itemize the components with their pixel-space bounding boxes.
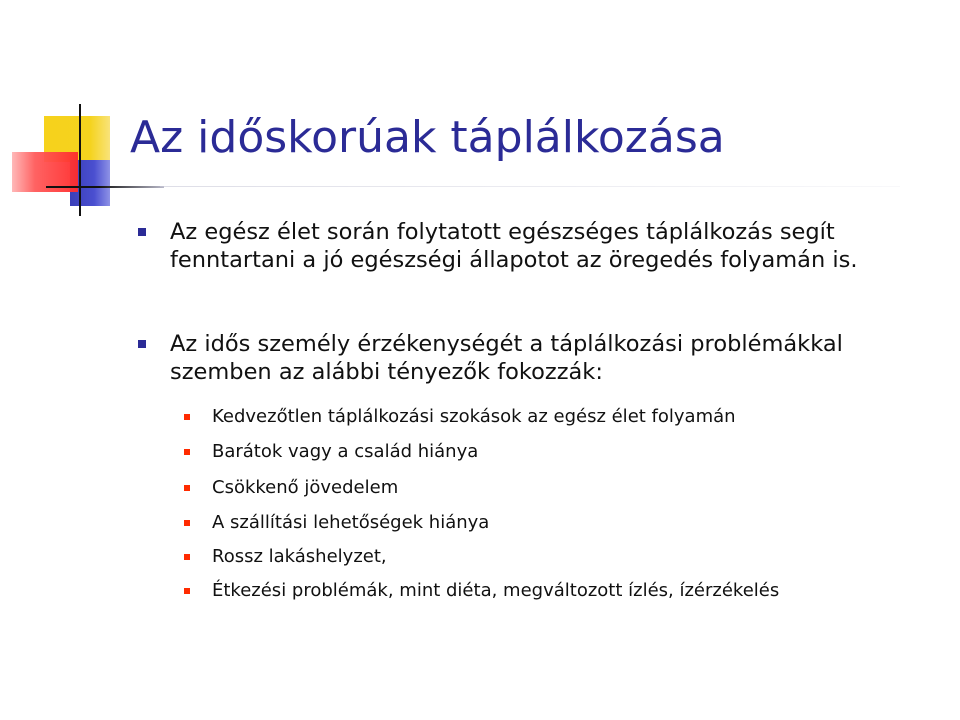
square-bullet-icon bbox=[184, 520, 190, 526]
sub-bullet-item bbox=[212, 477, 902, 499]
bullet-text: Az egész élet során folytatott egészséges táplálkozás segít fenntartani a jó egészségi állapotot az öregedés folyamán is. bbox=[170, 219, 858, 273]
bullet-text: Az idős személy érzékenységét a táplálkozási problémákkal szemben az alábbi tényezők fokozzák: bbox=[170, 331, 843, 385]
bullet-item bbox=[170, 330, 930, 386]
logo-horizontal-line bbox=[46, 186, 164, 188]
sub-bullet-text: Csökkenő jövedelem bbox=[212, 477, 399, 498]
sub-bullet-item bbox=[212, 512, 902, 534]
sub-bullet-item bbox=[212, 580, 902, 602]
square-bullet-icon bbox=[184, 485, 190, 491]
square-bullet-icon bbox=[184, 414, 190, 420]
logo-vertical-line bbox=[79, 104, 81, 216]
sub-bullet-item bbox=[212, 406, 902, 428]
bullet-item bbox=[170, 218, 930, 274]
sub-bullet-item bbox=[212, 441, 902, 463]
square-bullet-icon bbox=[138, 340, 146, 348]
square-bullet-icon bbox=[138, 228, 146, 236]
square-bullet-icon bbox=[184, 554, 190, 560]
square-bullet-icon bbox=[184, 588, 190, 594]
sub-bullet-item bbox=[212, 546, 902, 568]
sub-bullet-text: Étkezési problémák, mint diéta, megváltozott ízlés, ízérzékelés bbox=[212, 580, 780, 601]
sub-bullet-text: A szállítási lehetőségek hiánya bbox=[212, 512, 490, 533]
sub-bullet-text: Rossz lakáshelyzet, bbox=[212, 546, 387, 567]
sub-bullet-text: Kedvezőtlen táplálkozási szokások az egész élet folyamán bbox=[212, 406, 736, 427]
square-bullet-icon bbox=[184, 449, 190, 455]
title-underline bbox=[160, 186, 900, 187]
slide-title: Az időskorúak táplálkozása bbox=[130, 112, 725, 163]
sub-bullet-text: Barátok vagy a család hiánya bbox=[212, 441, 479, 462]
